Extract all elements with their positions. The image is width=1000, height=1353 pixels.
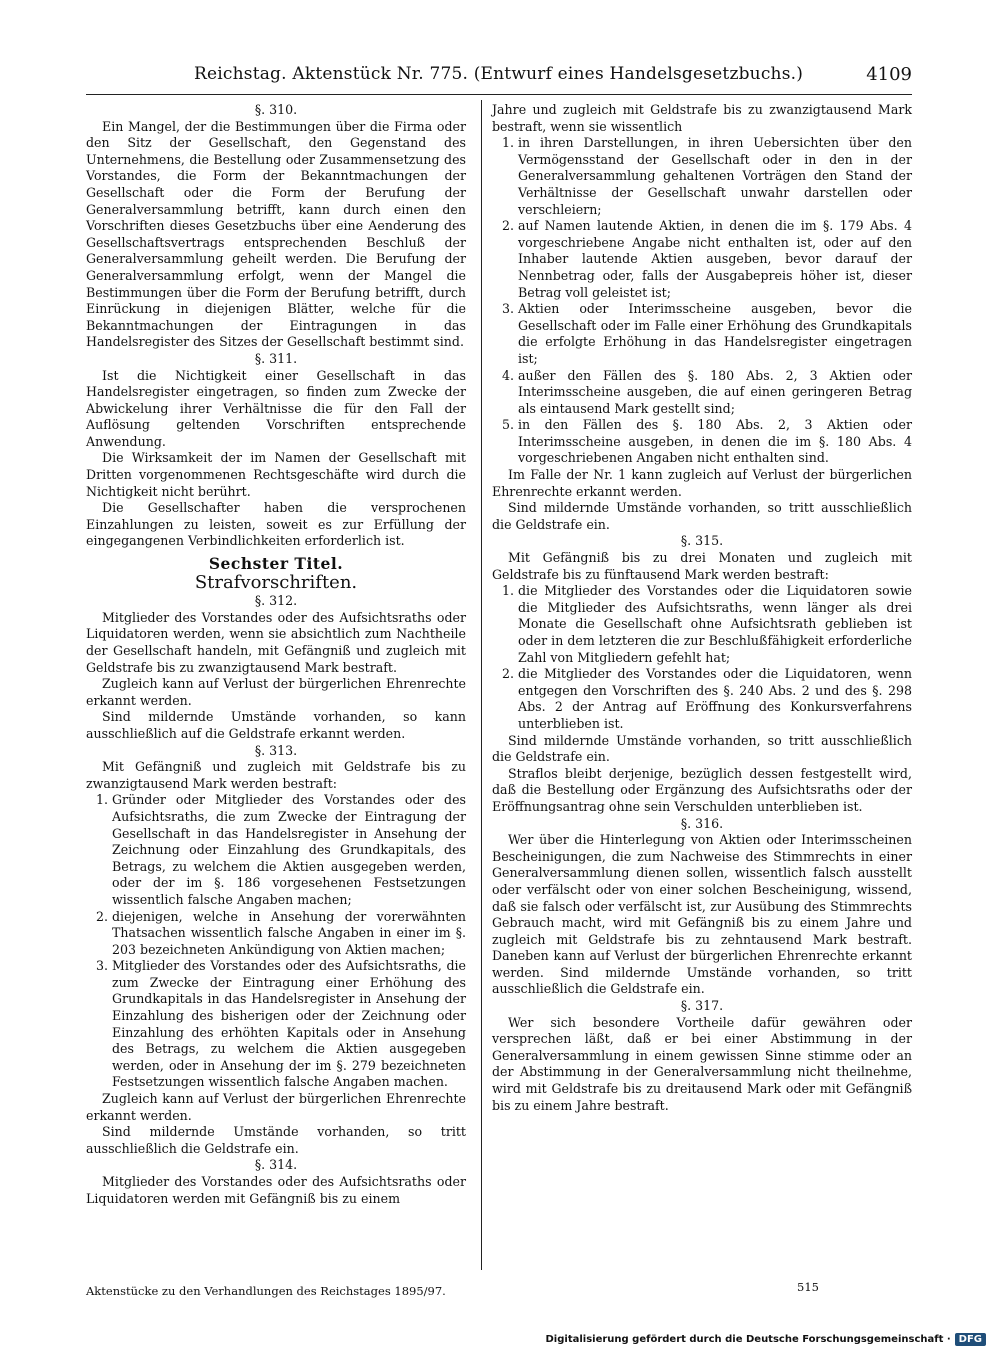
section-heading-310: §. 310. — [254, 102, 298, 117]
list-item — [492, 666, 912, 732]
paragraph: Wer über die Hinterlegung von Aktien oder Interimsscheinen Bescheinigungen, die zum Nachweise des Stimmrechts in einer Generalversammlung dienen sollen, wissentlich falsch ausstellt oder verfälscht oder von einer solchen Bescheinigung, wissend, daß sie falsch oder verfälscht ist, zur Ausübung des Stimmrechts Gebrauch macht, wird mit Gefängniß bis zu einem Jahre und zugleich mit Geldstrafe bis zu zehntausend Mark bestraft. Daneben kann auf Verlust der bürgerlichen Ehrenrechte erkannt werden. Sind mildernde Umstände vorhanden, so tritt ausschließlich die Geldstrafe ein. — [492, 832, 912, 997]
section-heading-314: §. 314. — [254, 1157, 298, 1173]
list-item-number: 3. — [96, 958, 109, 974]
list-item-number: 1. — [502, 583, 515, 599]
digitization-credit — [546, 1329, 987, 1349]
page-number: 4109 — [866, 64, 912, 85]
paragraph: Mitglieder des Vorstandes oder des Aufsichtsraths oder Liquidatoren werden mit Gefängniß bis zu einem — [86, 1174, 466, 1206]
right-column — [492, 102, 912, 1114]
list-item-text: außer den Fällen des §. 180 Abs. 2, 3 Aktien oder Interimsscheine ausgeben, die auf einen geringeren Betrag als eintausend Mark gestellt sind; — [518, 367, 912, 416]
running-header — [86, 64, 912, 92]
list-item — [86, 958, 466, 1091]
list-item — [492, 218, 912, 301]
paragraph: Sind mildernde Umstände vorhanden, so kann ausschließlich auf die Geldstrafe erkannt werden. — [86, 709, 466, 741]
section-heading-313: §. 313. — [254, 742, 298, 758]
paragraph: Im Falle der Nr. 1 kann zugleich auf Verlust der bürgerlichen Ehrenrechte erkannt werden. — [492, 467, 912, 499]
header-title: Reichstag. Aktenstück Nr. 775. (Entwurf eines Handelsgesetzbuchs.) — [194, 64, 804, 84]
list-item-number: 1. — [96, 792, 109, 808]
paragraph: Ein Mangel, der die Bestimmungen über die Firma oder den Sitz der Gesellschaft, den Gegenstand des Unternehmens, die Bestellung oder Zusammensetzung des Vorstandes, die Form der Bekanntmachungen der Gesellschaft oder die Form der Berufung der Generalversammlung betrifft, kann durch einen den Vorschriften dieses Gesetzbuchs über eine Aenderung des Gesellschaftsvertrags entsprechenden Beschluß der Generalversammlung geheilt werden. Die Berufung der Generalversammlung erfolgt, wenn der Mangel die Bestimmungen über die Form der Berufung betrifft, durch Einrückung in diejenigen Blätter, welche für die Bekanntmachungen der Eintragungen in das Handelsregister des Sitzes der Gesellschaft bestimmt sind. — [86, 118, 466, 350]
list-item — [492, 135, 912, 218]
list-item-number: 2. — [502, 666, 515, 682]
list-item-number: 1. — [502, 135, 515, 151]
list-item-text: Gründer oder Mitglieder des Vorstandes oder des Aufsichtsraths, die zum Zwecke der Eintragung der Gesellschaft in das Handelsregister in Ansehung der Zeichnung oder Einzahlung des Grundkapitals, des Betrags, zu welchem die Aktien ausgegeben werden, oder der im §. 186 vorgesehenen Festsetzungen wissentlich falsche Angaben machen; — [112, 792, 466, 907]
paragraph: Ist die Nichtigkeit einer Gesellschaft in das Handelsregister eingetragen, so finden zum Zwecke der Abwickelung ihrer Verhältnisse die für den Fall der Auflösung geltenden Vorschriften entsprechende Anwendung. — [86, 367, 466, 449]
chapter-title: Sechster Titel. — [208, 554, 344, 574]
paragraph: Sind mildernde Umstände vorhanden, so tritt ausschließlich die Geldstrafe ein. — [86, 1124, 466, 1156]
list-item-number: 2. — [502, 218, 515, 234]
list-item — [492, 301, 912, 367]
numbered-list — [492, 135, 912, 467]
paragraph: Die Gesellschafter haben die versprochenen Einzahlungen zu leisten, soweit es zur Erfüllung der eingegangenen Verbindlichkeiten erforderlich ist. — [86, 500, 466, 549]
paragraph: Straflos bleibt derjenige, bezüglich dessen festgestellt wird, daß die Bestellung oder Ergänzung des Aufsichtsraths oder der Eröffnungsantrag ohne sein Verschulden unterblieben ist. — [492, 765, 912, 814]
list-item-text: die Mitglieder des Vorstandes oder die Liquidatoren sowie die Mitglieder des Aufsichtsraths, wenn länger als drei Monate die Gesellschaft ohne Aufsichtsrath geblieben ist oder in dem letzteren die zur Beschlußfähigkeit erforderliche Zahl von Mitgliedern gefehlt hat; — [518, 583, 912, 665]
list-item — [492, 417, 912, 467]
list-item-text: auf Namen lautende Aktien, in denen die im §. 179 Abs. 4 vorgeschriebene Angabe nicht enthalten ist, oder auf den Inhaber lautende Aktien ausgeben, bevor darauf der Nennbetrag oder, falls der Ausgabepreis höher ist, dieser Betrag voll geleistet ist; — [518, 218, 912, 300]
section-heading-316: §. 316. — [680, 815, 724, 831]
list-item-text: die Mitglieder des Vorstandes oder die Liquidatoren, wenn entgegen den Vorschriften des §. 240 Abs. 2 und des §. 298 Abs. 2 der Antrag auf Eröffnung des Konkursverfahrens unterblieben ist. — [518, 666, 912, 731]
list-item-number: 3. — [502, 301, 515, 317]
section-heading-311: §. 311. — [254, 350, 298, 366]
column-divider — [481, 100, 482, 1270]
paragraph: Wer sich besondere Vortheile dafür gewähren oder versprechen läßt, daß er bei einer Abstimmung in der Generalversammlung in einem gewissen Sinne stimme oder an der Abstimmung in der Generalversammlung nicht theilnehme, wird mit Geldstrafe bis zu dreitausend Mark oder mit Gefängniß bis zu einem Jahre bestraft. — [492, 1014, 912, 1113]
section-heading-317: §. 317. — [680, 998, 724, 1014]
list-item-text: Aktien oder Interimsscheine ausgeben, bevor die Gesellschaft oder im Falle einer Erhöhung des Grundkapitals die erfolgte Erhöhung in das Handelsregister eingetragen ist; — [518, 301, 912, 366]
section-heading-312: §. 312. — [254, 593, 298, 609]
list-item-text: Mitglieder des Vorstandes oder des Aufsichtsraths, die zum Zwecke der Eintragung einer Erhöhung des Grundkapitals in das Handelsregister in Ansehung der Einzahlung des bisherigen oder der Zeichnung oder Einzahlung des erhöhten Kapitals oder in Ansehung des Betrags, zu welchem die Aktien ausgegeben werden, oder in Ansehung der im §. 279 bezeichneten Festsetzungen wissentlich falsche Angaben machen. — [112, 958, 466, 1090]
paragraph: Sind mildernde Umstände vorhanden, so tritt ausschließlich die Geldstrafe ein. — [492, 500, 912, 532]
footer-source: Aktenstücke zu den Verhandlungen des Reichstages 1895/97. — [86, 1284, 446, 1298]
header-rule — [86, 94, 912, 95]
dfg-logo: DFG — [955, 1333, 986, 1346]
paragraph: Jahre und zugleich mit Geldstrafe bis zu zwanzigtausend Mark bestraft, wenn sie wissentlich — [492, 102, 912, 134]
list-item — [492, 368, 912, 418]
list-item-text: in ihren Darstellungen, in ihren Uebersichten über den Vermögensstand der Gesellschaft oder in den in der Generalversammlung gehaltenen Vorträgen den Stand der Verhältnisse der Gesellschaft unwahr darstellen oder verschleiern; — [518, 135, 912, 217]
list-item-text: diejenigen, welche in Ansehung der vorerwähnten Thatsachen wissentlich falsche Angaben in einer im §. 203 bezeichneten Ankündigung von Aktien machen; — [112, 908, 466, 957]
left-column — [86, 102, 466, 1207]
list-item-number: 5. — [502, 417, 515, 433]
list-item — [492, 583, 912, 666]
list-item-text: in den Fällen des §. 180 Abs. 2, 3 Aktien oder Interimsscheine ausgeben, in denen die im §. 180 Abs. 4 vorgeschriebenen Angaben nicht enthalten sind. — [518, 417, 912, 466]
paragraph: Sind mildernde Umstände vorhanden, so tritt ausschließlich die Geldstrafe ein. — [492, 732, 912, 765]
chapter-subtitle: Strafvorschriften. — [194, 571, 358, 593]
list-item-number: 4. — [502, 367, 515, 383]
paragraph: Zugleich kann auf Verlust der bürgerlichen Ehrenrechte erkannt werden. — [86, 1091, 466, 1123]
numbered-list — [86, 792, 466, 1091]
list-item — [86, 792, 466, 908]
paragraph: Die Wirksamkeit der im Namen der Gesellschaft mit Dritten vorgenommenen Rechtsgeschäfte wird durch die Nichtigkeit nicht berührt. — [86, 450, 466, 499]
paragraph: Mitglieder des Vorstandes oder des Aufsichtsraths oder Liquidatoren werden, wenn sie absichtlich zum Nachtheile der Gesellschaft handeln, mit Gefängniß und zugleich mit Geldstrafe bis zu zwanzigtausend Mark bestraft. — [86, 609, 466, 675]
numbered-list — [492, 583, 912, 732]
paragraph: Mit Gefängniß bis zu drei Monaten und zugleich mit Geldstrafe bis zu fünftausend Mark werden bestraft: — [492, 550, 912, 582]
credit-text: Digitalisierung gefördert durch die Deutsche Forschungsgemeinschaft · — [545, 1333, 951, 1345]
footer-sheet-number: 515 — [797, 1280, 819, 1294]
list-item — [86, 909, 466, 959]
paragraph: Mit Gefängniß und zugleich mit Geldstrafe bis zu zwanzigtausend Mark werden bestraft: — [86, 759, 466, 791]
list-item-number: 2. — [96, 908, 109, 924]
paragraph: Zugleich kann auf Verlust der bürgerlichen Ehrenrechte erkannt werden. — [86, 676, 466, 708]
section-heading-315: §. 315. — [680, 533, 724, 549]
